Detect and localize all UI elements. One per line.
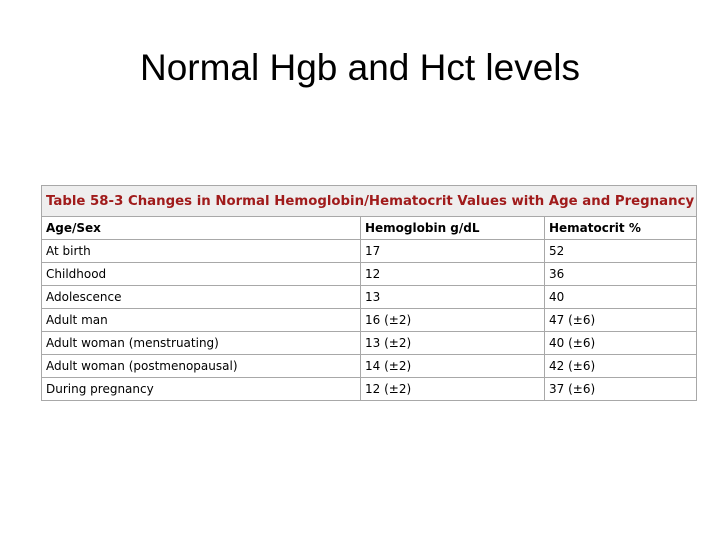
cell-hemoglobin: 14 (±2) [361, 355, 545, 378]
cell-hematocrit: 47 (±6) [545, 309, 697, 332]
cell-hematocrit: 37 (±6) [545, 378, 697, 401]
cell-hemoglobin: 12 [361, 263, 545, 286]
cell-hematocrit: 40 [545, 286, 697, 309]
column-header-hemoglobin: Hemoglobin g/dL [361, 217, 545, 240]
table-row [42, 355, 697, 378]
cell-age-sex: During pregnancy [42, 378, 361, 401]
cell-age-sex: Childhood [42, 263, 361, 286]
cell-hemoglobin: 17 [361, 240, 545, 263]
cell-hematocrit: 42 (±6) [545, 355, 697, 378]
table-row [42, 332, 697, 355]
table-caption-row [42, 186, 697, 217]
column-header-hematocrit: Hematocrit % [545, 217, 697, 240]
table-row [42, 240, 697, 263]
cell-hemoglobin: 13 [361, 286, 545, 309]
table-header-row [42, 217, 697, 240]
cell-hemoglobin: 12 (±2) [361, 378, 545, 401]
cell-age-sex: Adult man [42, 309, 361, 332]
cell-age-sex: At birth [42, 240, 361, 263]
cell-hematocrit: 40 (±6) [545, 332, 697, 355]
table-caption: Table 58-3 Changes in Normal Hemoglobin/Hematocrit Values with Age and Pregnancy [42, 186, 697, 217]
cell-hemoglobin: 13 (±2) [361, 332, 545, 355]
cell-hemoglobin: 16 (±2) [361, 309, 545, 332]
table-row [42, 263, 697, 286]
slide-title: Normal Hgb and Hct levels [139, 47, 581, 88]
cell-age-sex: Adolescence [42, 286, 361, 309]
cell-age-sex: Adult woman (postmenopausal) [42, 355, 361, 378]
column-header-age-sex: Age/Sex [42, 217, 361, 240]
table-row [42, 286, 697, 309]
hemoglobin-hematocrit-table [41, 185, 696, 401]
table-row [42, 378, 697, 401]
cell-hematocrit: 52 [545, 240, 697, 263]
table-row [42, 309, 697, 332]
data-table [41, 185, 697, 401]
cell-hematocrit: 36 [545, 263, 697, 286]
cell-age-sex: Adult woman (menstruating) [42, 332, 361, 355]
